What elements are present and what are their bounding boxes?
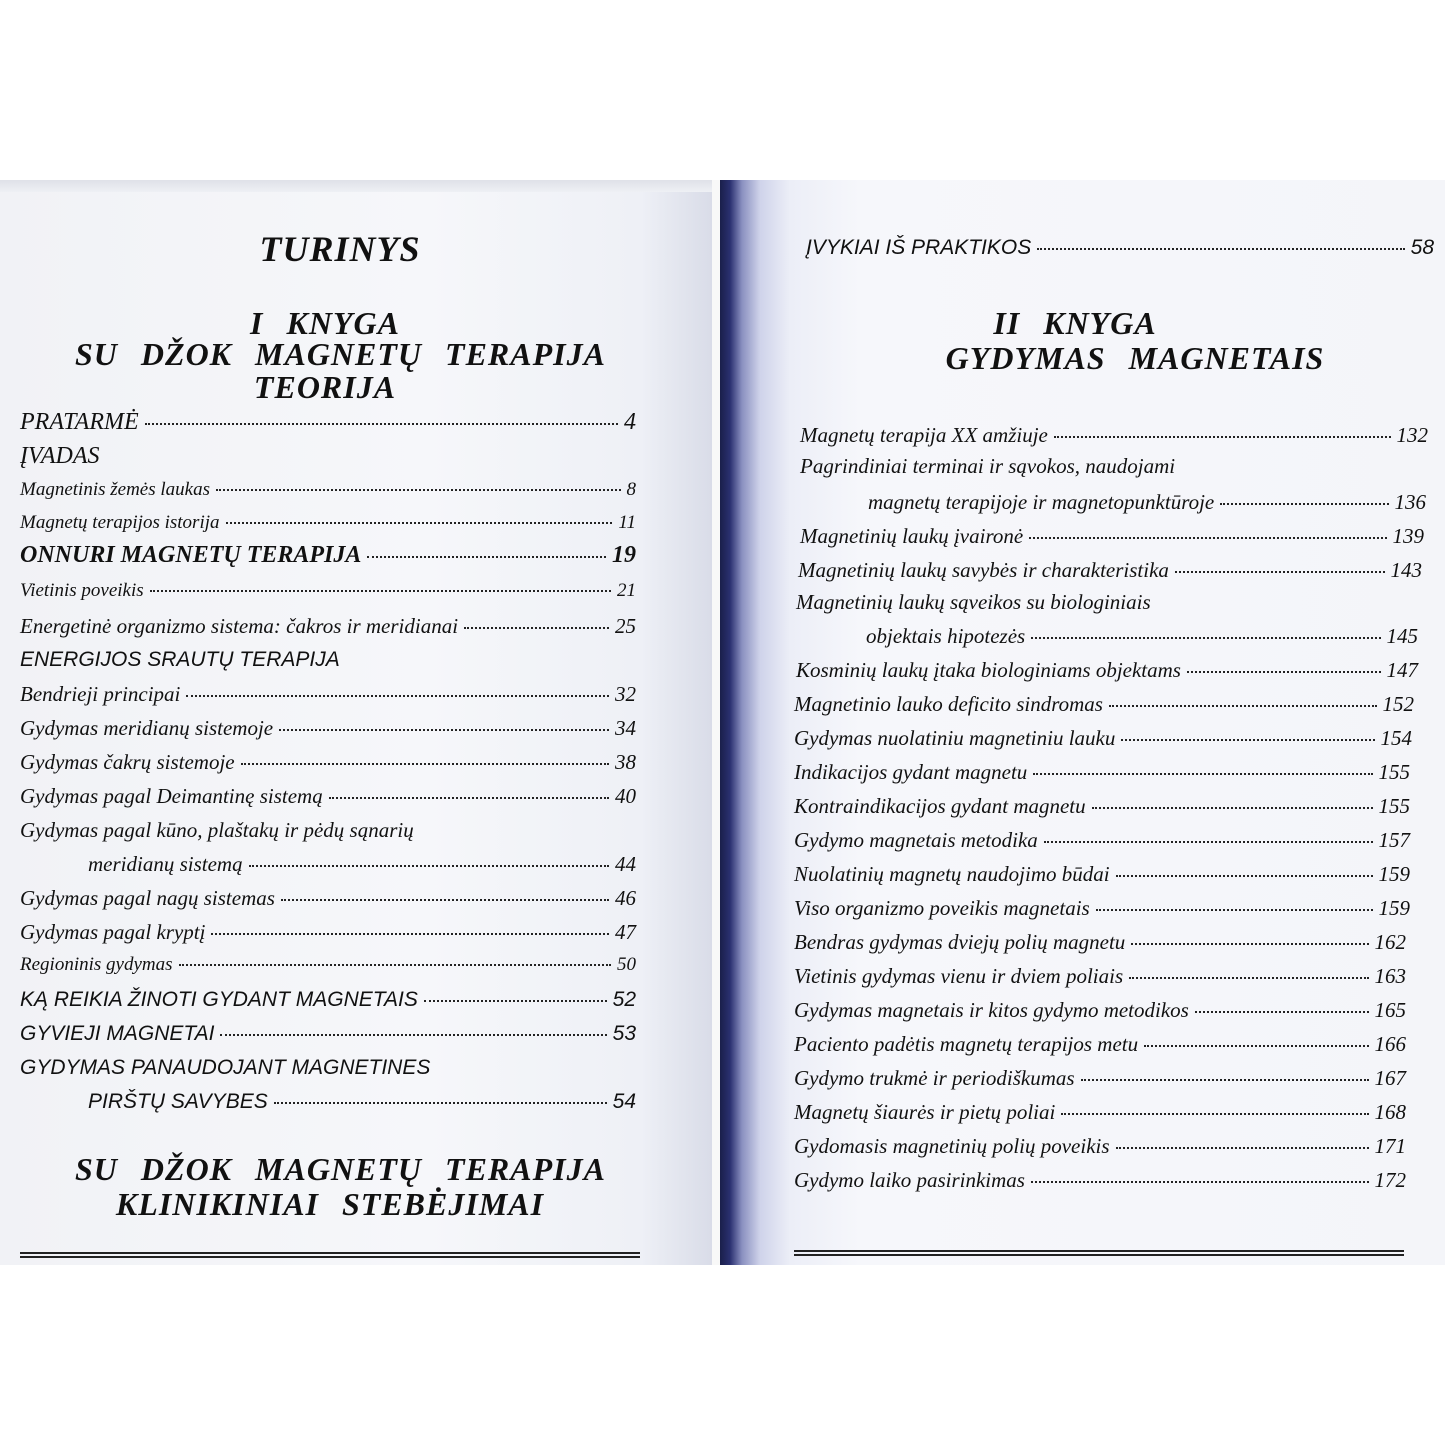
toc-entry [20,1022,636,1046]
entry-page: 32 [615,682,636,706]
dot-leader [145,423,618,425]
toc-entry [20,409,636,436]
dot-leader [249,865,609,867]
entry-page: 159 [1378,862,1410,886]
entry-title: Kontraindikacijos gydant magnetu [794,794,1086,818]
entry-page: 163 [1374,964,1406,988]
entry-page: 46 [615,886,636,910]
toc-entry [800,423,1428,448]
dot-leader [1131,943,1368,945]
dot-leader [1129,977,1368,979]
toc-section: ENERGIJOS SRAUTŲ TERAPIJA [20,648,340,671]
dot-leader [216,489,621,491]
entry-page: 40 [615,784,636,808]
entry-title: Magnetų terapija XX amžiuje [800,423,1048,447]
toc-entry-continued: Gydymas pagal kūno, plaštakų ir pėdų sąnarių [20,818,414,842]
toc-entry [794,1100,1406,1125]
dot-leader [1031,1181,1369,1183]
toc-entry [794,964,1406,989]
right-footer-rule [794,1250,1404,1256]
entry-page: 8 [626,479,636,500]
toc-entry-continued: GYDYMAS PANAUDOJANT MAGNETINES [20,1056,431,1079]
dot-leader [1116,1147,1369,1149]
dot-leader [279,729,609,731]
dot-leader [220,1034,606,1036]
toc-entry [794,862,1410,887]
entry-page: 143 [1390,558,1422,582]
toc-entry [88,852,636,877]
left-page-top-shadow [0,180,712,192]
dot-leader [150,590,611,592]
toc-entry [794,896,1410,921]
entry-title: Gydomasis magnetinių polių poveikis [794,1134,1110,1158]
entry-title: ONNURI MAGNETŲ TERAPIJA [20,542,362,568]
toc-section: ĮVADAS [20,443,100,469]
dot-leader [1054,436,1391,438]
dot-leader [464,627,609,629]
part-2-title: KLINIKINIAI STEBĖJIMAI [115,1186,545,1222]
entry-page: 25 [615,614,636,638]
dot-leader [424,1000,607,1002]
entry-title: Gydymas pagal nagų sistemas [20,886,275,910]
entry-page: 19 [612,542,636,568]
entry-page: 168 [1374,1100,1406,1124]
entry-page: 171 [1374,1134,1406,1158]
entry-title: Magnetinių laukų savybės ir charakteristika [798,558,1169,582]
entry-page: 145 [1386,624,1418,648]
entry-title: GYVIEJI MAGNETAI [20,1022,215,1045]
dot-leader [274,1102,607,1104]
entry-page: 34 [615,716,636,740]
toc-entry [794,998,1406,1023]
entry-title: Nuolatinių magnetų naudojimo būdai [794,862,1110,886]
entry-page: 139 [1392,524,1424,548]
entry-page: 52 [612,988,636,1011]
dot-leader [1096,909,1373,911]
toc-entry [800,524,1424,549]
entry-title: Gydymas magnetais ir kitos gydymo metodikos [794,998,1189,1022]
entry-page: 4 [624,409,636,435]
entry-page: 136 [1394,490,1426,514]
entry-title: Regioninis gydymas [20,954,173,975]
toc-entry [20,784,636,809]
toc-entry [794,726,1412,751]
toc-entry [20,614,636,639]
book-gutter [712,180,720,1265]
toc-entry [794,760,1410,785]
entry-page: 154 [1380,726,1412,750]
toc-entry [20,750,636,775]
entry-title: Energetinė organizmo sistema: čakros ir meridianai [20,614,459,638]
book-1-subtitle: SU DŽOK MAGNETŲ TERAPIJA [75,336,606,372]
toc-entry [20,512,636,534]
dot-leader [186,695,609,697]
part-2-subtitle: SU DŽOK MAGNETŲ TERAPIJA [75,1151,606,1187]
entry-page: 162 [1374,930,1406,954]
entry-title: Paciento padėtis magnetų terapijos metu [794,1032,1139,1056]
dot-leader [1092,807,1373,809]
entry-title: Indikacijos gydant magnetu [794,760,1028,784]
entry-title: meridianų sistemą [88,852,243,876]
entry-page: 47 [615,920,636,944]
toc-entry [20,988,636,1012]
dot-leader [1029,537,1386,539]
entry-title: Gydymo trukmė ir periodiškumas [794,1066,1075,1090]
dot-leader [1031,637,1380,639]
toc-entry [794,794,1410,819]
dot-leader [367,556,606,558]
dot-leader [226,522,613,524]
dot-leader [1144,1045,1368,1047]
toc-entry [20,479,636,501]
dot-leader [211,933,609,935]
book-1-part-title: TEORIJA [253,369,397,405]
dot-leader [1044,841,1373,843]
dot-leader [1033,773,1372,775]
dot-leader [1037,248,1404,250]
entry-title: Gydymo magnetais metodika [794,828,1038,852]
dot-leader [179,964,611,966]
toc-entry [20,542,636,569]
entry-title: PRATARMĖ [20,409,139,435]
dot-leader [1195,1011,1369,1013]
toc-entry [798,558,1422,583]
toc-entry [794,1134,1406,1159]
toc-entry [20,682,636,707]
entry-title: KĄ REIKIA ŽINOTI GYDANT MAGNETAIS [20,988,418,1011]
dot-leader [281,899,609,901]
toc-entry [794,1032,1406,1057]
entry-title: Bendrieji principai [20,682,181,706]
toc-entry [20,886,636,911]
toc-entry [20,954,636,976]
entry-page: 155 [1378,760,1410,784]
book-2-subtitle: GYDYMAS MAGNETAIS [945,340,1325,376]
dot-leader [241,763,609,765]
entry-page: 157 [1378,828,1410,852]
entry-title: Gydymas pagal kryptį [20,920,206,944]
toc-entry [794,692,1414,717]
entry-title: Gydymas nuolatiniu magnetiniu lauku [794,726,1116,750]
entry-title: Magnetinis žemės laukas [20,479,210,500]
entry-page: 172 [1374,1168,1406,1192]
toc-entry [866,624,1418,649]
toc-entry-continued: Magnetinių laukų sąveikos su biologiniais [796,590,1151,614]
dot-leader [1061,1113,1368,1115]
dot-leader [1081,1079,1369,1081]
toc-entry [88,1090,636,1114]
toc-title: TURINYS [259,229,421,269]
entry-page: 165 [1374,998,1406,1022]
dot-leader [1220,503,1388,505]
entry-title: objektais hipotezės [866,624,1026,648]
entry-title: magnetų terapijoje ir magnetopunktūroje [868,490,1215,514]
entry-title: Vietinis gydymas vienu ir dviem poliais [794,964,1124,988]
toc-entry [20,716,636,741]
left-footer-rule [20,1252,640,1258]
toc-entry-continued: Pagrindiniai terminai ir sąvokos, naudojami [800,454,1176,478]
entry-page: 44 [615,852,636,876]
entry-title: Viso organizmo poveikis magnetais [794,896,1090,920]
toc-entry [806,236,1434,260]
dot-leader [1116,875,1373,877]
entry-page: 147 [1386,658,1418,682]
entry-page: 155 [1378,794,1410,818]
entry-page: 166 [1374,1032,1406,1056]
entry-title: Bendras gydymas dviejų polių magnetu [794,930,1126,954]
toc-entry [868,490,1426,515]
entry-title: Magnetinių laukų įvaironė [800,524,1024,548]
entry-title: ĮVYKIAI IŠ PRAKTIKOS [806,236,1032,259]
toc-entry [20,920,636,945]
entry-page: 50 [617,954,636,975]
toc-entry [794,828,1410,853]
entry-title: Gydymas čakrų sistemoje [20,750,235,774]
toc-entry [794,930,1406,955]
dot-leader [1109,705,1377,707]
dot-leader [1121,739,1374,741]
book-1-heading: I KNYGA [250,305,400,341]
entry-page: 58 [1410,236,1434,259]
entry-page: 132 [1396,423,1428,447]
book-2-heading: II KNYGA [993,305,1157,341]
entry-page: 21 [617,580,636,601]
entry-title: PIRŠTŲ SAVYBES [88,1090,268,1113]
entry-page: 159 [1378,896,1410,920]
entry-title: Gydymas meridianų sistemoje [20,716,274,740]
dot-leader [329,797,609,799]
entry-page: 11 [618,512,636,533]
entry-title: Magnetinio lauko deficito sindromas [794,692,1103,716]
entry-page: 152 [1382,692,1414,716]
entry-page: 54 [612,1090,636,1113]
toc-entry [20,580,636,602]
entry-title: Vietinis poveikis [20,580,144,601]
entry-title: Magnetų terapijos istorija [20,512,220,533]
entry-page: 167 [1374,1066,1406,1090]
toc-entry [796,658,1418,683]
entry-title: Magnetų šiaurės ir pietų poliai [794,1100,1056,1124]
toc-entry [794,1168,1406,1193]
dot-leader [1175,571,1385,573]
entry-title: Kosminių laukų įtaka biologiniams objektams [796,658,1181,682]
entry-page: 53 [612,1022,636,1045]
toc-entry [794,1066,1406,1091]
entry-page: 38 [615,750,636,774]
dot-leader [1187,671,1381,673]
entry-title: Gydymas pagal Deimantinę sistemą [20,784,323,808]
entry-title: Gydymo laiko pasirinkimas [794,1168,1025,1192]
